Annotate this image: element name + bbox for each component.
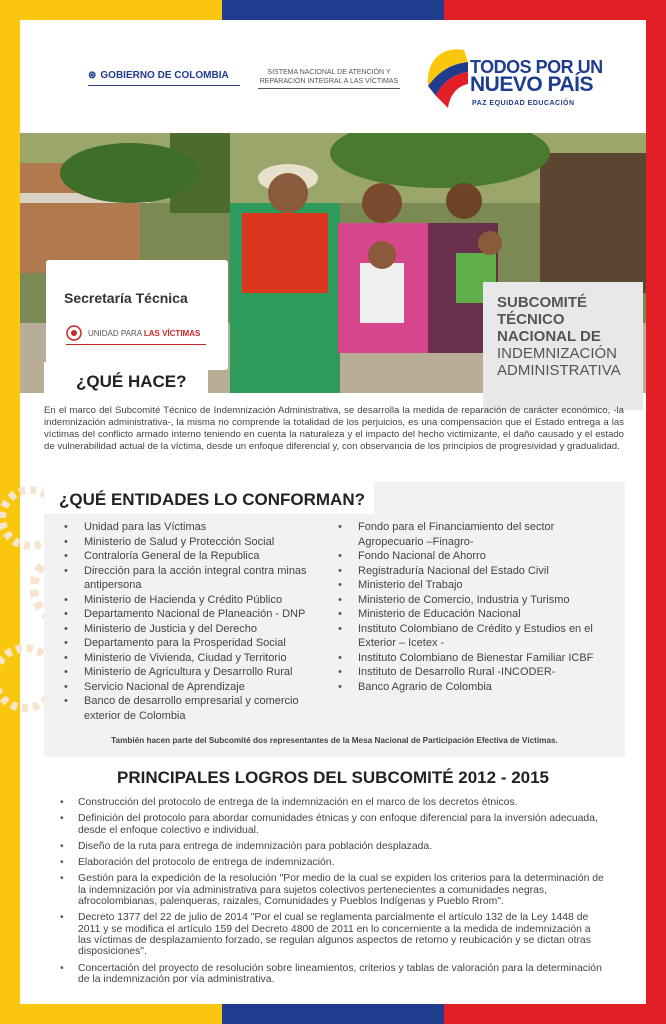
logros-title: PRINCIPALES LOGROS DEL SUBCOMITÉ 2012 - 2015 bbox=[116, 768, 550, 787]
list-item: • Concertación del proyecto de resolución sobre lineamientos, criterios y tablas de valoración para la determinación de la indemnización por vía administrativa. bbox=[60, 963, 605, 986]
list-item: • Ministerio de Salud y Protección Social bbox=[62, 535, 324, 550]
list-item: • Elaboración del protocolo de entrega de indemnización. bbox=[60, 857, 605, 868]
list-item: • Banco de desarrollo empresarial y comercio exterior de Colombia bbox=[62, 694, 324, 723]
entidades-note: También hacen parte del Subcomité dos representantes de la Mesa Nacional de Participación Efectiva de Víctimas. bbox=[111, 736, 558, 745]
subcomite-line1: SUBCOMITÉ bbox=[497, 294, 587, 311]
list-item: • Ministerio de Justicia y del Derecho bbox=[62, 622, 324, 637]
list-item: • Gestión para la expedición de la resolución "Por medio de la cual se expiden los criterios para la determinación de la indemnización por vía administrativa para sujetos colectivos pertenecientes a comunidades negras, afrocolombianas, palenqueras, raizales, Comunidades y Pueblos Indígenas y Pueblo Rrom". bbox=[60, 873, 605, 907]
list-item: • Dirección para la acción integral contra minas antipersona bbox=[62, 564, 324, 593]
header bbox=[20, 20, 646, 135]
list-item: • Decreto 1377 del 22 de julio de 2014 "Por el cual se reglamenta parcialmente el artículo 132 de la Ley 1448 de 2011 y se modifica el artículo 159 del Decreto 4800 de 2011 en lo concerniente a la medida de indemnización a las víctimas de desplazamiento forzado, se regulan algunos aspectos de retorno y reubicación y se dictan otras disposiciones". bbox=[60, 912, 605, 957]
flag-swoosh-icon bbox=[420, 40, 470, 114]
que-hace-title: ¿QUÉ HACE? bbox=[76, 372, 187, 391]
unidad-victimas-logo: UNIDAD PARA LAS VÍCTIMAS bbox=[66, 324, 206, 342]
list-item: • Instituto Colombiano de Crédito y Estudios en el Exterior – Icetex - bbox=[336, 622, 616, 651]
list-item: • Banco Agrario de Colombia bbox=[336, 680, 616, 695]
unidad-seal-icon bbox=[66, 325, 82, 341]
list-item: • Fondo Nacional de Ahorro bbox=[336, 549, 616, 564]
subcomite-line3: NACIONAL DE bbox=[497, 328, 601, 345]
subcomite-line2: TÉCNICO bbox=[497, 311, 565, 328]
coat-of-arms-icon: ⊛ bbox=[88, 70, 97, 81]
brand-text: TODOS POR UN NUEVO PAÍS bbox=[470, 57, 603, 96]
que-hace-tab bbox=[44, 362, 208, 396]
secretaria-tecnica-box bbox=[46, 260, 228, 370]
list-item: • Servicio Nacional de Aprendizaje bbox=[62, 680, 324, 695]
list-item: • Diseño de la ruta para entrega de indemnización para población desplazada. bbox=[60, 841, 605, 852]
subcomite-line5: ADMINISTRATIVA bbox=[497, 362, 621, 379]
que-hace-text: En el marco del Subcomité Técnico de Indemnización Administrativa, se desarrolla la medida de reparación de carácter económico, -la indemnización administrativa-, la misma no comprende la totalidad de los perjuicios, es una compensación que el Estado entrega a las víctimas del conflicto armado interno teniendo en cuenta la naturaleza y el impacto del hecho victimizante, el daño causado y el estado de vulnerabilidad actual de la víctima, desde un enfoque diferencial y, con observancia de los principios de progresividad y gradualidad. bbox=[44, 405, 624, 452]
secretaria-title: Secretaría Técnica bbox=[64, 290, 188, 306]
entidades-col1 bbox=[62, 520, 324, 723]
list-item: • Unidad para las Víctimas bbox=[62, 520, 324, 535]
list-item: • Departamento para la Prosperidad Social bbox=[62, 636, 324, 651]
gobierno-logo: ⊛ GOBIERNO DE COLOMBIA bbox=[88, 70, 229, 81]
list-item: • Construcción del protocolo de entrega de la indemnización en el marco de los decretos étnicos. bbox=[60, 797, 605, 808]
entidades-panel bbox=[44, 482, 625, 757]
entidades-col2 bbox=[336, 520, 616, 694]
list-item: • Definición del protocolo para abordar comunidades étnicas y con enfoque diferencial para la inversión adecuada, desde el enfoque colectivo e individual. bbox=[60, 813, 605, 836]
list-item: • Departamento Nacional de Planeación - DNP bbox=[62, 607, 324, 622]
sistema-nacional-logo: SISTEMA NACIONAL DE ATENCIÓN Y REPARACIÓN INTEGRAL A LAS VÍCTIMAS bbox=[258, 68, 400, 89]
list-item: • Contraloría General de la Republica bbox=[62, 549, 324, 564]
nuevo-pais-logo bbox=[420, 40, 620, 120]
list-item: • Ministerio de Hacienda y Crédito Público bbox=[62, 593, 324, 608]
list-item: • Ministerio de Educación Nacional bbox=[336, 607, 616, 622]
list-item: • Registraduría Nacional del Estado Civil bbox=[336, 564, 616, 579]
list-item: • Ministerio de Agricultura y Desarrollo Rural bbox=[62, 665, 324, 680]
logros-list bbox=[60, 797, 605, 990]
list-item: • Ministerio de Vivienda, Ciudad y Territorio bbox=[62, 651, 324, 666]
entidades-tab bbox=[44, 482, 374, 514]
list-item: • Instituto de Desarrollo Rural -INCODER- bbox=[336, 665, 616, 680]
slogan: PAZ EQUIDAD EDUCACIÓN bbox=[472, 100, 575, 107]
unidad-underline bbox=[66, 344, 206, 345]
entidades-title: ¿QUÉ ENTIDADES LO CONFORMAN? bbox=[59, 490, 365, 509]
list-item: • Ministerio de Comercio, Industria y Turismo bbox=[336, 593, 616, 608]
list-item: • Instituto Colombiano de Bienestar Familiar ICBF bbox=[336, 651, 616, 666]
subcomite-line4: INDEMNIZACIÓN bbox=[497, 345, 617, 362]
list-item: • Fondo para el Financiamiento del sector Agropecuario –Finagro- bbox=[336, 520, 616, 549]
subcomite-box bbox=[483, 282, 643, 410]
gobierno-underline bbox=[88, 85, 240, 86]
list-item: • Ministerio del Trabajo bbox=[336, 578, 616, 593]
